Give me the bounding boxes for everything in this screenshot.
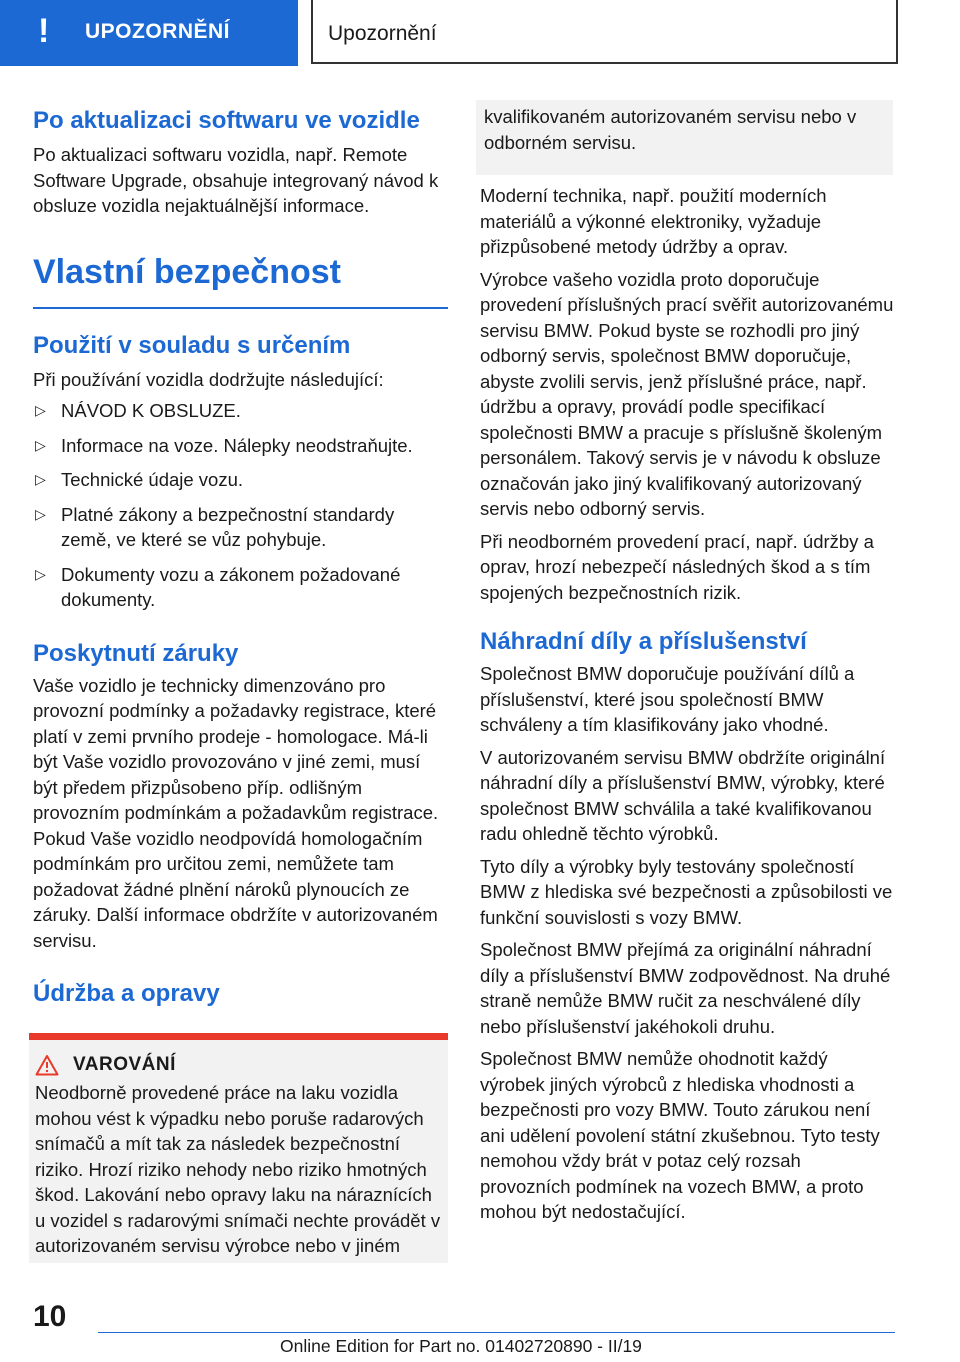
chapter-tab-label: UPOZORNĚNÍ	[85, 20, 231, 43]
warning-text-continued: kvalifikovaném autorizovaném servisu nebo v odborném servisu.	[484, 106, 857, 153]
triangle-bullet-icon: ▷	[35, 436, 46, 453]
section-header-label: Upozornění	[328, 22, 437, 45]
chapter-tab[interactable]	[0, 0, 298, 66]
paragraph-other-products: Společnost BMW nemůže ohodnotit každý výrobek jiných výrobců z hlediska vhodnosti a bezpečnosti pro vozy BMW. Touto zárukou není ani udělení povolení státní zkušebnou. Tyto testy nemohou vždy brát v potaz celý rozsah provozních podmínek na vozech BMW, a proto mohou být nedostačující.	[480, 1048, 880, 1222]
heading-own-safety: Vlastní bezpečnost	[33, 252, 341, 291]
warning-text: Neodborně provedené práce na laku vozidla mohou vést k výpadku nebo poruše radarových snímačů a mít tak za následek bezpečnostní riziko. Hrozí riziko nehody nebo riziko hmotných škod. Lakování nebo opravy laku na náraznících u vozidel s radarovými snímači nechte provádět v autorizovaném servisu výrobce nebo v jiném	[35, 1082, 441, 1256]
paragraph-original-parts: V autorizovaném servisu BMW obdržíte originální náhradní díly a příslušenství BMW, výrobky, které společnost BMW schválila a také kvalifikovanou radu ohledně těchto výrobků.	[480, 746, 886, 844]
warning-box	[29, 1033, 448, 1263]
warning-header	[35, 1040, 444, 1076]
exclamation-icon: !	[38, 12, 50, 50]
paragraph-responsibility: Společnost BMW přejímá za originální náhradní díly a příslušenství BMW zodpovědnost. Na druhé straně nemůže BMW ručit za neschválené díly nebo příslušenství jakéhokoli druhu.	[480, 939, 891, 1037]
list-item-text: Dokumenty vozu a zákonem požadované dokumenty.	[61, 563, 401, 610]
triangle-bullet-icon: ▷	[35, 471, 46, 487]
page-number: 10	[33, 1300, 67, 1333]
left-column	[33, 100, 448, 1263]
paragraph-parts-tested: Tyto díly a výrobky byly testovány společností BMW z hlediska své bezpečnosti a způsobilosti ve funkční souvislosti s vozy BMW.	[480, 855, 893, 928]
list-item-text: Technické údaje vozu.	[61, 469, 244, 490]
heading-intended-use: Použití v souladu s určením	[33, 331, 351, 359]
paragraph-parts-recommendation: Společnost BMW doporučuje používání dílů a příslušenství, které jsou společností BMW schváleny a tím klasifikovány jako vhodné.	[480, 663, 855, 735]
triangle-bullet-icon: ▷	[35, 565, 46, 582]
right-column	[480, 100, 895, 1225]
paragraph-software-update: Po aktualizaci softwaru vozidla, např. Remote Software Upgrade, obsahuje integrovaný návod k obsluze vozidla nejaktuálnější informace.	[33, 144, 439, 216]
paragraph-improper-work: Při neodborném provedení prací, např. údržby a oprav, hrozí nebezpečí následných škod a s tím spojených bezpečnostních rizik.	[480, 530, 874, 603]
list-item-text: Informace na voze. Nálepky neodstraňujte.	[61, 434, 413, 456]
list-item-text: NÁVOD K OBSLUZE.	[61, 400, 241, 421]
paragraph-warranty: Vaše vozidlo je technicky dimenzováno pro provozní podmínky a požadavky registrace, které platí v zemi prvního prodeje - homologace. Má-li být Vaše vozidlo provozováno v jiné zemi, musí být předem přizpůsobeno příp. odlišným provozním podmínkám a požadavkům registrace. Pokud Vaše vozidlo neodpovídá homologačním podmínkám pro určitou zemi, nemůžete tam požadovat žádné plnění nároků plynoucích ze záruky. Další informace obdržíte v autorizovaném servisu.	[33, 674, 439, 951]
footer-edition: Online Edition for Part no. 01402720890 - II/19	[280, 1336, 642, 1356]
triangle-bullet-icon: ▷	[35, 505, 46, 522]
warning-triangle-icon	[35, 1054, 59, 1076]
heading-underline	[33, 307, 448, 309]
paragraph-service-recommendation: Výrobce vašeho vozidla proto doporučuje provedení příslušných prací svěřit autorizovanému servisu BMW. Pokud byste se rozhodli pro jiný odborný servis, společnost BMW doporučuje, abyste zvolili servis, jenž příslušné práce, např. údržbu a opravy, provádí podle specifikací společnosti BMW a pracuje s příslušně školeným personálem. Takový servis je v návodu k obsluze označován jako jiný kvalifikovaný autorizovaný servis nebo odborný servis.	[480, 268, 894, 519]
heading-maintenance: Údržba a opravy	[33, 980, 220, 1007]
list-item	[33, 502, 448, 553]
paragraph-intended-use: Při používání vozidla dodržujte následující:	[33, 368, 384, 390]
warning-bar	[29, 1033, 448, 1040]
warning-box-continued	[476, 100, 893, 175]
footer-rule	[98, 1332, 895, 1333]
list-item	[33, 398, 448, 424]
heading-warranty: Poskytnutí záruky	[33, 639, 239, 667]
intended-use-list	[33, 398, 448, 613]
paragraph-modern-tech: Moderní technika, např. použití moderních materiálů a výkonné elektroniky, vyžaduje přizpůsobené metody údržby a oprav.	[480, 185, 827, 257]
list-item	[33, 562, 448, 613]
heading-spare-parts: Náhradní díly a příslušenství	[480, 628, 807, 655]
list-item-text: Platné zákony a bezpečnostní standardy země, ve které se vůz pohybuje.	[61, 503, 395, 550]
list-item	[33, 467, 448, 493]
warning-title: VAROVÁNÍ	[73, 1054, 176, 1075]
list-item	[33, 433, 448, 459]
triangle-bullet-icon: ▷	[35, 402, 46, 418]
heading-software-update: Po aktualizaci softwaru ve vozidle	[33, 107, 420, 134]
section-header	[311, 0, 898, 64]
